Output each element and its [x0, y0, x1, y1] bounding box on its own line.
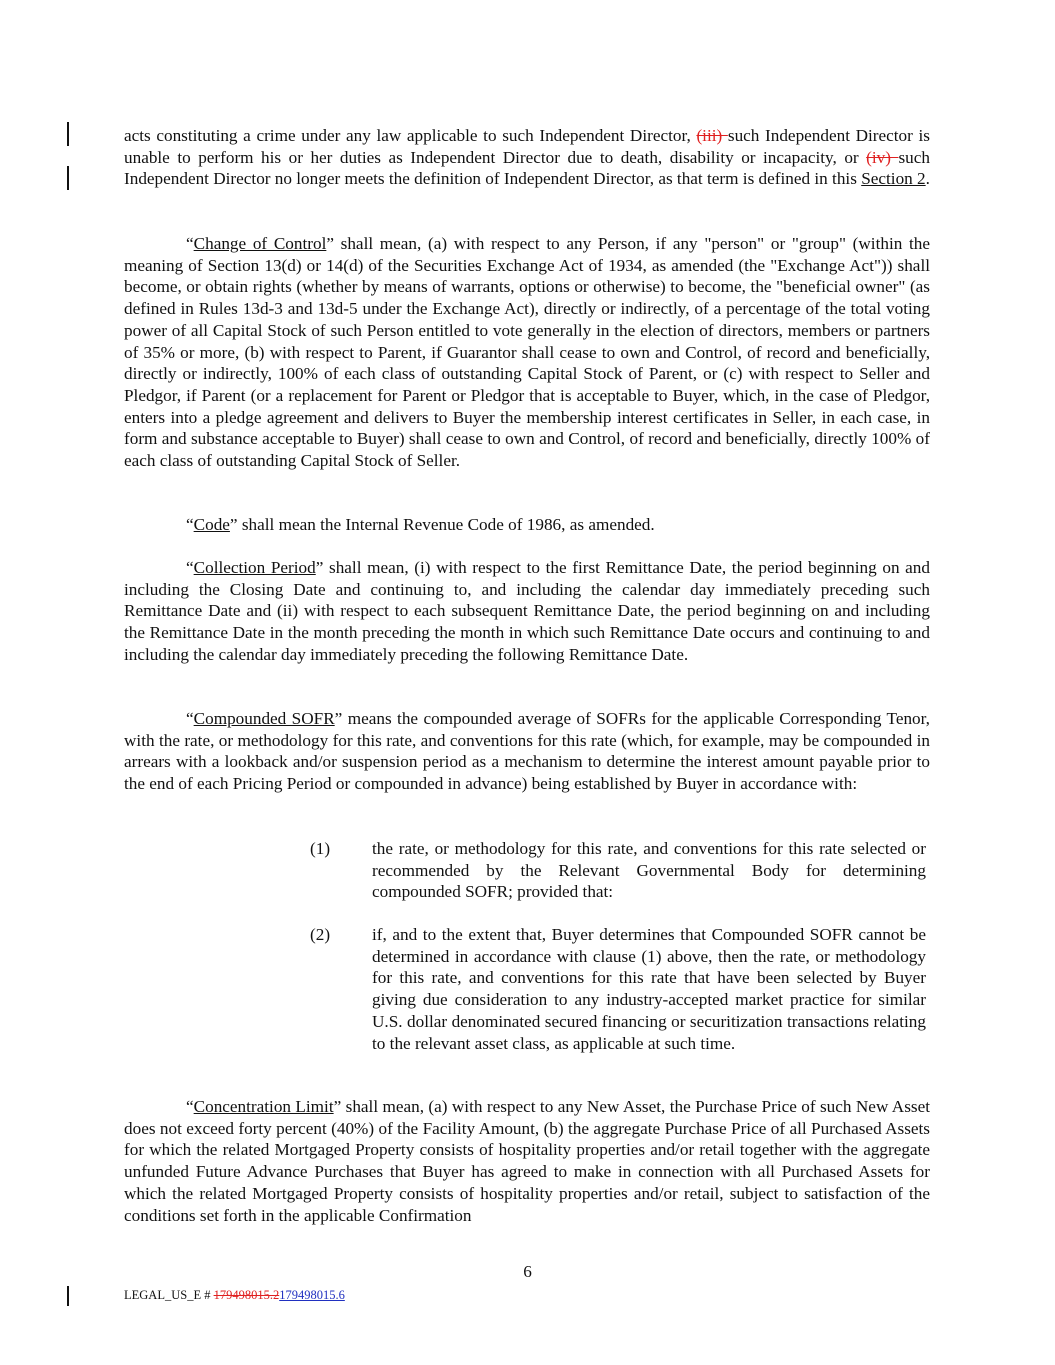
section-reference: Section 2 — [861, 169, 926, 189]
definition-text: ” shall mean, (i) with respect to the first Remittance Date, the period beginning on and including the Closing Date and continuing to, and including the calendar day immediately preceding such Remittance Date and (ii) with respect to each subsequent Remittance Date, the period beginning on and including the Remittance Date in the month preceding the month in which such Remittance Date occurs and continuing to and including the calendar day immediately preceding the following Remittance Date. — [124, 558, 930, 664]
clause-text: the rate, or methodology for this rate, and conventions for this rate selected or recommended by the Relevant Governmental Body for determining compounded SOFR; provided that: — [372, 839, 926, 902]
defined-term: Compounded SOFR — [193, 709, 335, 728]
defined-term: Concentration Limit — [193, 1097, 334, 1116]
quote-mark: “ — [186, 515, 194, 534]
definition-code — [124, 514, 930, 536]
definition-text: ” shall mean, (a) with respect to any New Asset, the Purchase Price of such New Asset does not exceed forty percent (40%) of the Facility Amount, (b) the aggregate Purchase Price of all Purchased Assets for which the related Mortgaged Property consists of hospitality properties and/or retail together with the aggregate unfunded Future Advance Purchases that Buyer has agreed to make in connection with all Purchased Assets for which the related Mortgaged Property consists of hospitality properties and/or retail, subject to satisfaction of the conditions set forth in the applicable Confirmation — [124, 1097, 930, 1225]
defined-term: Change of Control — [193, 234, 327, 253]
definition-text: ” means the compounded average of SOFRs for the applicable Corresponding Tenor, with the rate, or methodology for this rate, and conventions for this rate (which, for example, may be compounded in arrears with a lookback and/or suspension period as a mechanism to determine the interest amount payable prior to the end of each Pricing Period or compounded in advance) being established by Buyer in accordance with: — [124, 709, 930, 794]
paragraph-independent-director — [124, 125, 930, 190]
definition-text: ” shall mean, (a) with respect to any Person, if any "person" or "group" (within the meaning of Section 13(d) or 14(d) of the Securities Exchange Act of 1934, as amended (the "Exchange Act")) shall become, or obtain rights (whether by means of warrants, options or otherwise) to become, the "beneficial owner" (as defined in Rules 13d-3 and 13d-5 under the Exchange Act), directly or indirectly, of a percentage of the total voting power of all Capital Stock of such Person entitled to vote generally in the election of directors, members or partners of 35% or more, (b) with respect to Parent, if Guarantor shall cease to own and Control, of record and beneficially, directly or indirectly, 100% of each class of outstanding Capital Stock of Parent, or (c) with respect to Seller and Pledgor, if Parent (or a replacement for Parent or Pledgor that is acceptable to Buyer, which, in the case of Pledgor, enters into a pledge agreement and delivers to Buyer the membership interest certificates in Seller, in each case, in form and substance acceptable to Buyer) shall cease to own and Control, of record and beneficially, directly 100% of each class of outstanding Capital Stock of Seller. — [124, 234, 930, 471]
clause-number: (1) — [310, 839, 331, 858]
definition-compounded-sofr — [124, 708, 930, 795]
text-run: such Independent Director no longer meets the definition of Independent Director, as that term is defined in this — [124, 147, 930, 189]
quote-mark: “ — [186, 1097, 194, 1116]
change-bar — [67, 122, 69, 146]
definition-change-of-control — [124, 233, 930, 472]
document-footer — [124, 1288, 345, 1303]
defined-term: Collection Period — [193, 558, 316, 577]
deleted-doc-id: 179498015.2 — [213, 1288, 280, 1302]
footer-prefix: LEGAL_US_E # — [124, 1288, 214, 1302]
page-number: 6 — [523, 1262, 532, 1281]
quote-mark: “ — [186, 558, 194, 577]
quote-mark: “ — [186, 709, 194, 728]
text-run: . — [925, 169, 930, 189]
deleted-text: (iv) — [866, 147, 899, 167]
definition-collection-period — [124, 557, 930, 666]
change-bar — [67, 1286, 69, 1306]
change-bar — [67, 166, 69, 190]
clause-text: if, and to the extent that, Buyer determines that Compounded SOFR cannot be determined in accordance with clause (1) above, then the rate, or methodology for this rate, and conventions for this rate that have been selected by Buyer giving due consideration to any industry-accepted market practice for similar U.S. dollar denominated secured financing or securitization transactions relating to the relevant asset class, as applicable at such time. — [372, 925, 926, 1053]
clause-number: (2) — [310, 925, 331, 944]
definition-text: ” shall mean the Internal Revenue Code of 1986, as amended. — [229, 515, 655, 534]
defined-term: Code — [193, 515, 230, 534]
quote-mark: “ — [186, 234, 194, 253]
deleted-text: (iii) — [696, 126, 728, 145]
text-run: such Independent Director is unable to perform his or her duties as Independent Director due to death, disability or incapacity, or — [124, 126, 930, 167]
inserted-doc-id: 179498015.6 — [279, 1288, 345, 1302]
definition-concentration-limit — [124, 1096, 930, 1226]
text-run: acts constituting a crime under any law applicable to such Independent Director, — [124, 126, 697, 145]
